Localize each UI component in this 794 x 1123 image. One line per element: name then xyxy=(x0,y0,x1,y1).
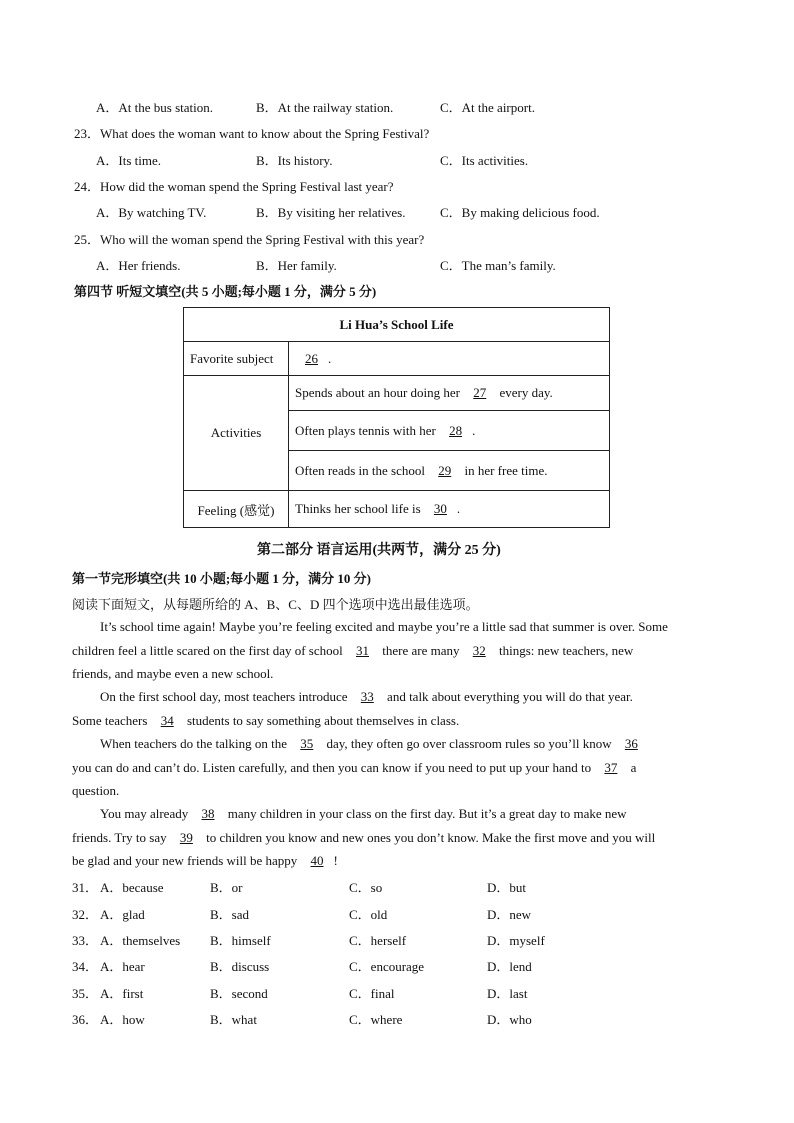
blank-30[interactable]: 30 xyxy=(433,501,447,516)
q22-option-c[interactable]: C．At the airport. xyxy=(440,100,535,115)
passage-text: day, they often go over classroom rules so you’ll know xyxy=(326,736,612,751)
passage-line: friends, and maybe even a new school. xyxy=(72,666,274,681)
q24-text: 24．How did the woman spend the Spring Festival last year? xyxy=(74,179,394,194)
activity-2-text: Often plays tennis with her xyxy=(295,422,436,438)
q23-option-c[interactable]: C．Its activities. xyxy=(440,153,529,168)
passage-text: You may already xyxy=(100,806,189,821)
option-a[interactable]: A．first xyxy=(100,986,144,1001)
passage-line xyxy=(72,760,722,776)
option-b[interactable]: B．sad xyxy=(210,907,250,922)
option-c[interactable]: C．where xyxy=(349,1012,403,1027)
activity-1-suffix: every day. xyxy=(499,385,553,400)
q23-option-a[interactable]: A．Its time. xyxy=(96,153,161,168)
q25-text: 25．Who will the woman spend the Spring Festival with this year? xyxy=(74,232,425,247)
passage-text: you can do and can’t do. Listen carefully, and then you can know if you need to put up your hand to xyxy=(72,760,592,775)
q23-text: 23．What does the woman want to know about the Spring Festival? xyxy=(74,126,430,141)
feeling-text: Thinks her school life is xyxy=(295,501,421,516)
blank-38[interactable]: 38 xyxy=(201,806,215,821)
question-number: 31． xyxy=(72,880,99,895)
blank-28[interactable]: 28 xyxy=(449,422,463,438)
passage-line xyxy=(100,689,722,705)
q22-option-a[interactable]: A．At the bus station. xyxy=(96,100,213,115)
option-d[interactable]: D．new xyxy=(487,907,532,922)
blank-39[interactable]: 39 xyxy=(179,830,193,845)
passage-text: When teachers do the talking on the xyxy=(100,736,287,751)
option-a[interactable]: A．how xyxy=(100,1012,145,1027)
option-a[interactable]: A．themselves xyxy=(100,933,181,948)
passage-text: friends. Try to say xyxy=(72,830,167,845)
activities-label: Activities xyxy=(184,376,289,491)
option-d[interactable]: D．who xyxy=(487,1012,532,1027)
question-number: 34． xyxy=(72,959,99,974)
passage-text: Some teachers xyxy=(72,713,148,728)
passage-text: many children in your class on the first day. But it’s a great day to make new xyxy=(227,806,627,821)
blank-34[interactable]: 34 xyxy=(160,713,174,728)
activity-3-text: Often reads in the school xyxy=(295,462,425,478)
question-number: 32． xyxy=(72,907,99,922)
option-a[interactable]: A．because xyxy=(100,880,164,895)
section4-title: 第四节 听短文填空(共 5 小题;每小题 1 分，满分 5 分) xyxy=(74,284,377,299)
passage-text: and talk about everything you will do that year. xyxy=(387,689,633,704)
q24-option-a[interactable]: A．By watching TV. xyxy=(96,205,207,220)
option-b[interactable]: B．second xyxy=(210,986,268,1001)
passage-text: there are many xyxy=(382,643,460,658)
passage-line xyxy=(100,736,722,752)
favorite-subject-cell: 26 . xyxy=(289,342,610,376)
option-b[interactable]: B．discuss xyxy=(210,959,270,974)
option-a[interactable]: A．hear xyxy=(100,959,145,974)
option-c[interactable]: C．so xyxy=(349,880,383,895)
blank-36[interactable]: 36 xyxy=(624,736,638,751)
passage-line: It’s school time again! Maybe you’re feeling excited and maybe you’re a little sad that summer is over. Some xyxy=(100,619,668,634)
blank-33[interactable]: 33 xyxy=(360,689,374,704)
question-number: 36． xyxy=(72,1012,99,1027)
option-d[interactable]: D．myself xyxy=(487,933,545,948)
blank-40[interactable]: 40 xyxy=(310,853,324,868)
option-d[interactable]: D．lend xyxy=(487,959,532,974)
activity-row-1 xyxy=(289,376,610,411)
q25-option-b[interactable]: B．Her family. xyxy=(256,258,337,273)
favorite-subject-label: Favorite subject xyxy=(184,342,289,376)
blank-37[interactable]: 37 xyxy=(604,760,618,775)
passage-text: be glad and your new friends will be happy xyxy=(72,853,298,868)
passage-text: to children you know and new ones you don’t know. Make the first move and you will xyxy=(206,830,656,845)
feeling-suffix: . xyxy=(456,501,461,516)
feeling-row xyxy=(289,491,610,528)
passage-line: question. xyxy=(72,783,120,798)
q22-option-b[interactable]: B．At the railway station. xyxy=(256,100,394,115)
passage-text: children feel a little scared on the first day of school xyxy=(72,643,343,658)
q24-option-b[interactable]: B．By visiting her relatives. xyxy=(256,205,406,220)
q25-option-c[interactable]: C．The man’s family. xyxy=(440,258,556,273)
section1-title: 第一节完形填空(共 10 小题;每小题 1 分，满分 10 分) xyxy=(72,571,371,586)
activity-row-2 xyxy=(289,411,610,451)
instruction: 阅读下面短文，从每题所给的 A、B、C、D 四个选项中选出最佳选项。 xyxy=(72,597,479,612)
option-d[interactable]: D．last xyxy=(487,986,528,1001)
blank-29[interactable]: 29 xyxy=(438,462,452,478)
blank-32[interactable]: 32 xyxy=(472,643,486,658)
passage-line xyxy=(72,643,722,659)
passage-line xyxy=(72,713,722,729)
table-heading: Li Hua’s School Life xyxy=(184,308,610,342)
school-life-table xyxy=(183,307,610,528)
passage-text: a xyxy=(630,760,637,775)
option-a[interactable]: A．glad xyxy=(100,907,145,922)
option-c[interactable]: C．herself xyxy=(349,933,407,948)
feeling-label: Feeling (感觉) xyxy=(184,491,289,528)
option-c[interactable]: C．encourage xyxy=(349,959,425,974)
passage-text: On the first school day, most teachers introduce xyxy=(100,689,348,704)
blank-26[interactable]: 26 xyxy=(305,350,318,366)
option-c[interactable]: C．final xyxy=(349,986,395,1001)
passage-text: things: new teachers, new xyxy=(498,643,634,658)
option-d[interactable]: D．but xyxy=(487,880,527,895)
option-b[interactable]: B．himself xyxy=(210,933,271,948)
part2-title: 第二部分 语言运用(共两节，满分 25 分) xyxy=(257,543,501,558)
blank-35[interactable]: 35 xyxy=(300,736,314,751)
activity-1-text: Spends about an hour doing her xyxy=(295,385,461,400)
activity-2-suffix: . xyxy=(472,422,476,438)
q25-option-a[interactable]: A．Her friends. xyxy=(96,258,181,273)
passage-line xyxy=(72,830,722,846)
blank-27[interactable]: 27 xyxy=(473,385,487,400)
question-number: 33． xyxy=(72,933,99,948)
q24-option-c[interactable]: C．By making delicious food. xyxy=(440,205,600,220)
option-b[interactable]: B．or xyxy=(210,880,243,895)
passage-line xyxy=(100,806,722,822)
passage-line xyxy=(72,853,722,869)
activity-row-3 xyxy=(289,451,610,491)
passage-text: students to say something about themselves in class. xyxy=(186,713,460,728)
passage-text: ! xyxy=(333,853,338,868)
option-c[interactable]: C．old xyxy=(349,907,388,922)
q23-option-b[interactable]: B．Its history. xyxy=(256,153,333,168)
option-b[interactable]: B．what xyxy=(210,1012,257,1027)
blank-31[interactable]: 31 xyxy=(355,643,369,658)
activity-3-suffix: in her free time. xyxy=(464,462,548,478)
question-number: 35． xyxy=(72,986,99,1001)
